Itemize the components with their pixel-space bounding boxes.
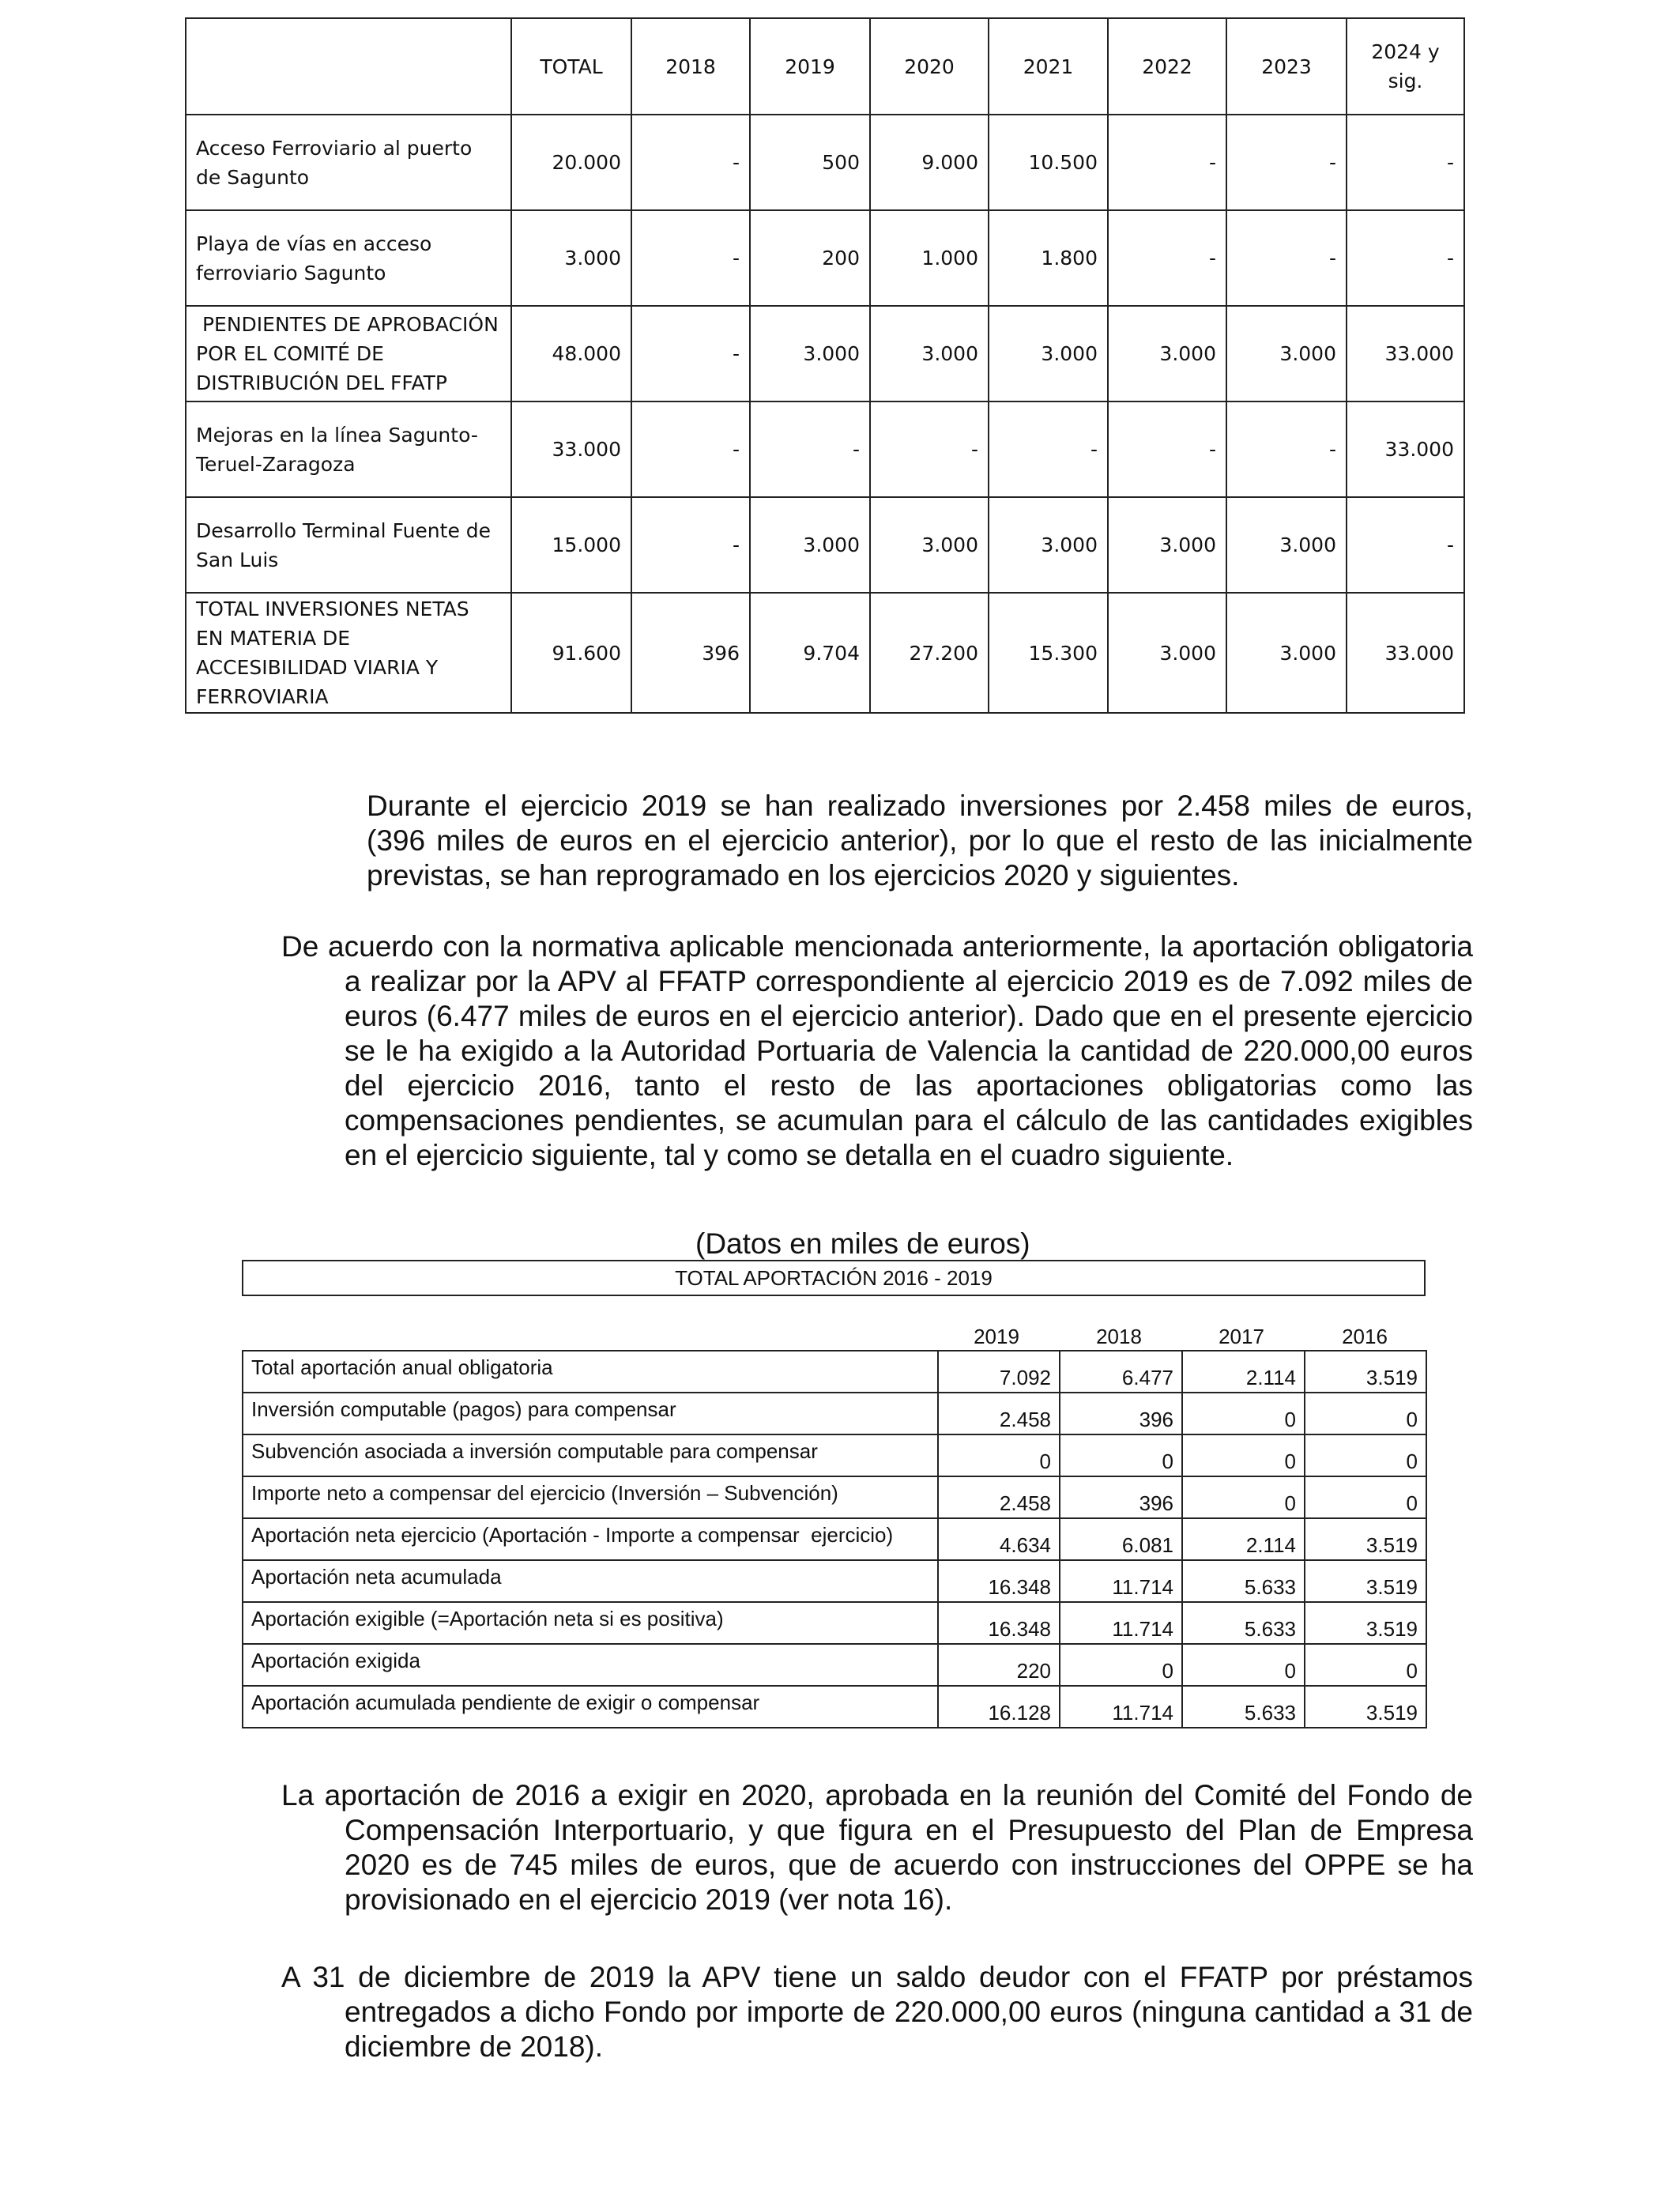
row-label	[186, 115, 511, 210]
label-line: FERROVIARIA	[196, 685, 329, 708]
table-row	[186, 210, 1464, 306]
table-row	[243, 1602, 1426, 1644]
header-cell: 2020	[870, 18, 989, 115]
value-cell: -	[1347, 115, 1464, 210]
row-label: Aportación neta acumulada	[243, 1560, 938, 1602]
value-cell: -	[750, 401, 870, 497]
row-label	[186, 306, 511, 401]
label-line: POR EL COMITÉ DE	[196, 342, 384, 365]
row-label: Aportación acumulada pendiente de exigir o compensar	[243, 1686, 938, 1728]
table-row	[243, 1518, 1426, 1560]
paragraph-investments-2019: Durante el ejercicio 2019 se han realizado inversiones por 2.458 miles de euros, (396 miles de euros en el ejercicio anterior), por lo que el resto de las inicialmente previstas, se han reprogramado en los ejercicios 2020 y siguientes.	[367, 790, 1473, 892]
value-cell: 3.000	[750, 306, 870, 401]
table-row	[243, 1686, 1426, 1728]
value-cell: 3.519	[1305, 1602, 1426, 1644]
value-cell: 3.000	[989, 306, 1108, 401]
value-cell: -	[1226, 115, 1347, 210]
label-line: Teruel-Zaragoza	[196, 452, 356, 476]
value-cell: 6.477	[1060, 1351, 1182, 1393]
contribution-table	[242, 1350, 1427, 1728]
value-cell: 91.600	[511, 593, 631, 713]
header-cell: 2024 y sig.	[1347, 18, 1464, 115]
year-header: 2016	[1342, 1325, 1388, 1348]
value-cell: 3.000	[1226, 306, 1347, 401]
table-row	[243, 1434, 1426, 1476]
value-cell: 4.634	[938, 1518, 1060, 1560]
year-header: 2019	[974, 1325, 1019, 1348]
value-cell: -	[1108, 401, 1226, 497]
header-cell: 2023	[1226, 18, 1347, 115]
label-line: San Luis	[196, 548, 279, 571]
value-cell: -	[631, 210, 750, 306]
label-line: TOTAL INVERSIONES NETAS	[196, 598, 469, 620]
value-cell: -	[1347, 497, 1464, 593]
value-cell: 0	[1060, 1644, 1182, 1686]
investment-table	[185, 17, 1465, 714]
value-cell: 0	[938, 1434, 1060, 1476]
row-label: Inversión computable (pagos) para compensar	[243, 1393, 938, 1434]
value-cell: 48.000	[511, 306, 631, 401]
header-cell: 2021	[989, 18, 1108, 115]
value-cell: 16.348	[938, 1602, 1060, 1644]
value-cell: 0	[1305, 1393, 1426, 1434]
value-cell: 11.714	[1060, 1602, 1182, 1644]
value-cell: 0	[1305, 1644, 1426, 1686]
label-line: DISTRIBUCIÓN DEL FFATP	[196, 371, 448, 394]
label-line: EN MATERIA DE	[196, 627, 351, 650]
value-cell: 500	[750, 115, 870, 210]
value-cell: 396	[1060, 1476, 1182, 1518]
value-cell: 3.519	[1305, 1560, 1426, 1602]
label-line: de Sagunto	[196, 165, 310, 189]
value-cell: 11.714	[1060, 1560, 1182, 1602]
value-cell: 33.000	[1347, 593, 1464, 713]
value-cell: 33.000	[1347, 401, 1464, 497]
header-cell: 2022	[1108, 18, 1226, 115]
value-cell: 20.000	[511, 115, 631, 210]
value-cell: 11.714	[1060, 1686, 1182, 1728]
value-cell: -	[1226, 210, 1347, 306]
year-header: 2018	[1096, 1325, 1142, 1348]
row-label: Aportación neta ejercicio (Aportación - Importe a compensar ejercicio)	[243, 1518, 938, 1560]
row-label: Importe neto a compensar del ejercicio (Inversión – Subvención)	[243, 1476, 938, 1518]
value-cell: 2.114	[1182, 1351, 1305, 1393]
value-cell: -	[1108, 115, 1226, 210]
value-cell: 200	[750, 210, 870, 306]
label-line: Desarrollo Terminal Fuente de	[196, 518, 492, 542]
value-cell: -	[631, 497, 750, 593]
value-cell: 16.348	[938, 1560, 1060, 1602]
table-caption: (Datos en miles de euros)	[695, 1227, 1030, 1260]
value-cell: 15.000	[511, 497, 631, 593]
value-cell: 3.519	[1305, 1351, 1426, 1393]
table-row	[243, 1476, 1426, 1518]
value-cell: -	[631, 115, 750, 210]
value-cell: 16.128	[938, 1686, 1060, 1728]
value-cell: 396	[1060, 1393, 1182, 1434]
value-cell: 7.092	[938, 1351, 1060, 1393]
row-label: Total aportación anual obligatoria	[243, 1351, 938, 1393]
year-header: 2017	[1219, 1325, 1264, 1348]
row-label: Aportación exigida	[243, 1644, 938, 1686]
table-row	[186, 115, 1464, 210]
value-cell: 5.633	[1182, 1602, 1305, 1644]
table-header-row	[186, 18, 1464, 115]
value-cell: 3.000	[1226, 593, 1347, 713]
value-cell: 0	[1182, 1434, 1305, 1476]
paragraph-debit-balance: A 31 de diciembre de 2019 la APV tiene un saldo deudor con el FFATP por préstamos entregados a dicho Fondo por importe de 220.000,00 euros (ninguna cantidad a 31 de diciembre de 2018).	[281, 1961, 1473, 2063]
value-cell: 3.000	[1108, 306, 1226, 401]
row-label: Subvención asociada a inversión computable para compensar	[243, 1434, 938, 1476]
contribution-table-title: TOTAL APORTACIÓN 2016 - 2019	[242, 1260, 1426, 1296]
value-cell: 10.500	[989, 115, 1108, 210]
value-cell: 2.114	[1182, 1518, 1305, 1560]
label-line: Acceso Ferroviario al puerto	[196, 136, 473, 160]
table-row	[186, 497, 1464, 593]
value-cell: 5.633	[1182, 1560, 1305, 1602]
value-cell: 3.000	[1226, 497, 1347, 593]
header-cell	[186, 18, 511, 115]
value-cell: 3.000	[1108, 593, 1226, 713]
table-total-row	[186, 593, 1464, 713]
value-cell: 0	[1182, 1644, 1305, 1686]
value-cell: 3.000	[989, 497, 1108, 593]
value-cell: 1.000	[870, 210, 989, 306]
value-cell: 6.081	[1060, 1518, 1182, 1560]
value-cell: 0	[1305, 1434, 1426, 1476]
table-row	[243, 1560, 1426, 1602]
header-cell: 2018	[631, 18, 750, 115]
row-label	[186, 593, 511, 713]
value-cell: 3.000	[870, 306, 989, 401]
label-line: PENDIENTES DE APROBACIÓN	[196, 313, 499, 336]
value-cell: 15.300	[989, 593, 1108, 713]
row-label	[186, 210, 511, 306]
value-cell: -	[870, 401, 989, 497]
paragraph-obligatory-contribution: De acuerdo con la normativa aplicable mencionada anteriormente, la aportación obligatoria a realizar por la APV al FFATP correspondiente al ejercicio 2019 es de 7.092 miles de euros (6.477 miles de euros en el ejercicio anterior). Dado que en el presente ejercicio se le ha exigido a la Autoridad Portuaria de Valencia la cantidad de 220.000,00 euros del ejercicio 2016, tanto el resto de las aportaciones obligatorias como las compensaciones pendientes, se acumulan para el cálculo de las cantidades exigibles en el ejercicio siguiente, tal y como se detalla en el cuadro siguiente.	[281, 930, 1473, 1171]
value-cell: -	[1226, 401, 1347, 497]
label-line: ACCESIBILIDAD VIARIA Y	[196, 656, 439, 679]
header-cell: 2019	[750, 18, 870, 115]
label-line: ferroviario Sagunto	[196, 261, 386, 285]
value-cell: 3.519	[1305, 1518, 1426, 1560]
value-cell: 0	[1060, 1434, 1182, 1476]
value-cell: 27.200	[870, 593, 989, 713]
value-cell: 33.000	[1347, 306, 1464, 401]
value-cell: 0	[1305, 1476, 1426, 1518]
value-cell: -	[989, 401, 1108, 497]
value-cell: 2.458	[938, 1476, 1060, 1518]
value-cell: 33.000	[511, 401, 631, 497]
label-line: Playa de vías en acceso	[196, 232, 432, 255]
value-cell: 3.000	[750, 497, 870, 593]
value-cell: 220	[938, 1644, 1060, 1686]
value-cell: -	[1347, 210, 1464, 306]
value-cell: -	[1108, 210, 1226, 306]
value-cell: 5.633	[1182, 1686, 1305, 1728]
value-cell: 3.000	[870, 497, 989, 593]
label-line: Mejoras en la línea Sagunto-	[196, 423, 478, 447]
value-cell: -	[631, 401, 750, 497]
table-row	[243, 1393, 1426, 1434]
value-cell: 9.000	[870, 115, 989, 210]
row-label	[186, 401, 511, 497]
table-row	[186, 401, 1464, 497]
value-cell: 3.519	[1305, 1686, 1426, 1728]
value-cell: 3.000	[511, 210, 631, 306]
table-row	[186, 306, 1464, 401]
header-cell: TOTAL	[511, 18, 631, 115]
paragraph-2016-contribution: La aportación de 2016 a exigir en 2020, aprobada en la reunión del Comité del Fondo de Compensación Interportuario, y que figura en el Presupuesto del Plan de Empresa 2020 es de 745 miles de euros, que de acuerdo con instrucciones del OPPE se ha provisionado en el ejercicio 2019 (ver nota 16).	[281, 1779, 1473, 1916]
row-label: Aportación exigible (=Aportación neta si es positiva)	[243, 1602, 938, 1644]
value-cell: 1.800	[989, 210, 1108, 306]
value-cell: 3.000	[1108, 497, 1226, 593]
table-row	[243, 1644, 1426, 1686]
value-cell: -	[631, 306, 750, 401]
value-cell: 396	[631, 593, 750, 713]
value-cell: 2.458	[938, 1393, 1060, 1434]
value-cell: 0	[1182, 1393, 1305, 1434]
row-label	[186, 497, 511, 593]
value-cell: 9.704	[750, 593, 870, 713]
table-row	[243, 1351, 1426, 1393]
value-cell: 0	[1182, 1476, 1305, 1518]
